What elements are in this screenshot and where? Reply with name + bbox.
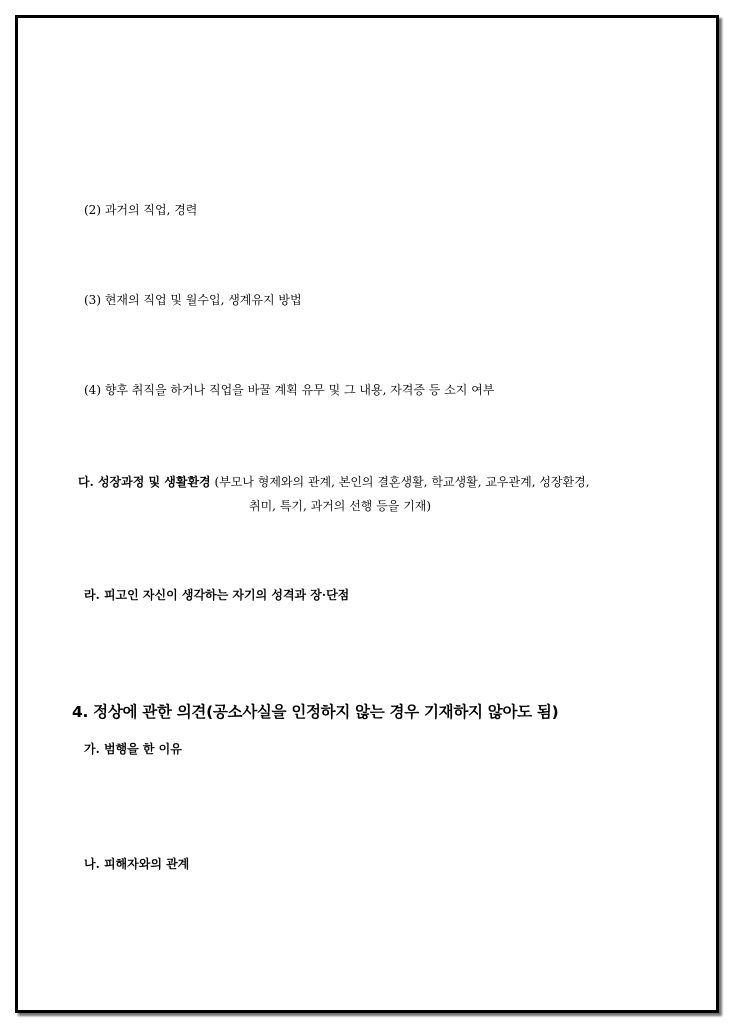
item-past-job: (2) 과거의 직업, 경력 xyxy=(84,203,198,217)
growth-note-line2: 취미, 특기, 과거의 선행 등을 기재) xyxy=(249,499,432,513)
self-assessment-heading: 라. 피고인 자신이 생각하는 자기의 성격과 장·단점 xyxy=(84,588,350,602)
section-4-title: 4. 정상에 관한 의견(공소사실을 인정하지 않는 경우 기재하지 않아도 됨) xyxy=(72,703,559,721)
item-future-plan: (4) 향후 취직을 하거나 직업을 바꿀 계획 유무 및 그 내용, 자격증 등 소지 여부 xyxy=(84,383,495,397)
item-relation-to-victim: 나. 피해자와의 관계 xyxy=(84,857,190,871)
item-reason-for-crime: 가. 범행을 한 이유 xyxy=(84,742,182,756)
growth-heading: 다. 성장과정 및 생활환경 xyxy=(78,475,211,489)
growth-note-line1: (부모나 형제와의 관계, 본인의 결혼생활, 학교생활, 교우관계, 성장환경, xyxy=(214,475,590,489)
item-current-job: (3) 현재의 직업 및 월수입, 생계유지 방법 xyxy=(84,293,302,307)
growth-section-line1 xyxy=(78,474,590,490)
